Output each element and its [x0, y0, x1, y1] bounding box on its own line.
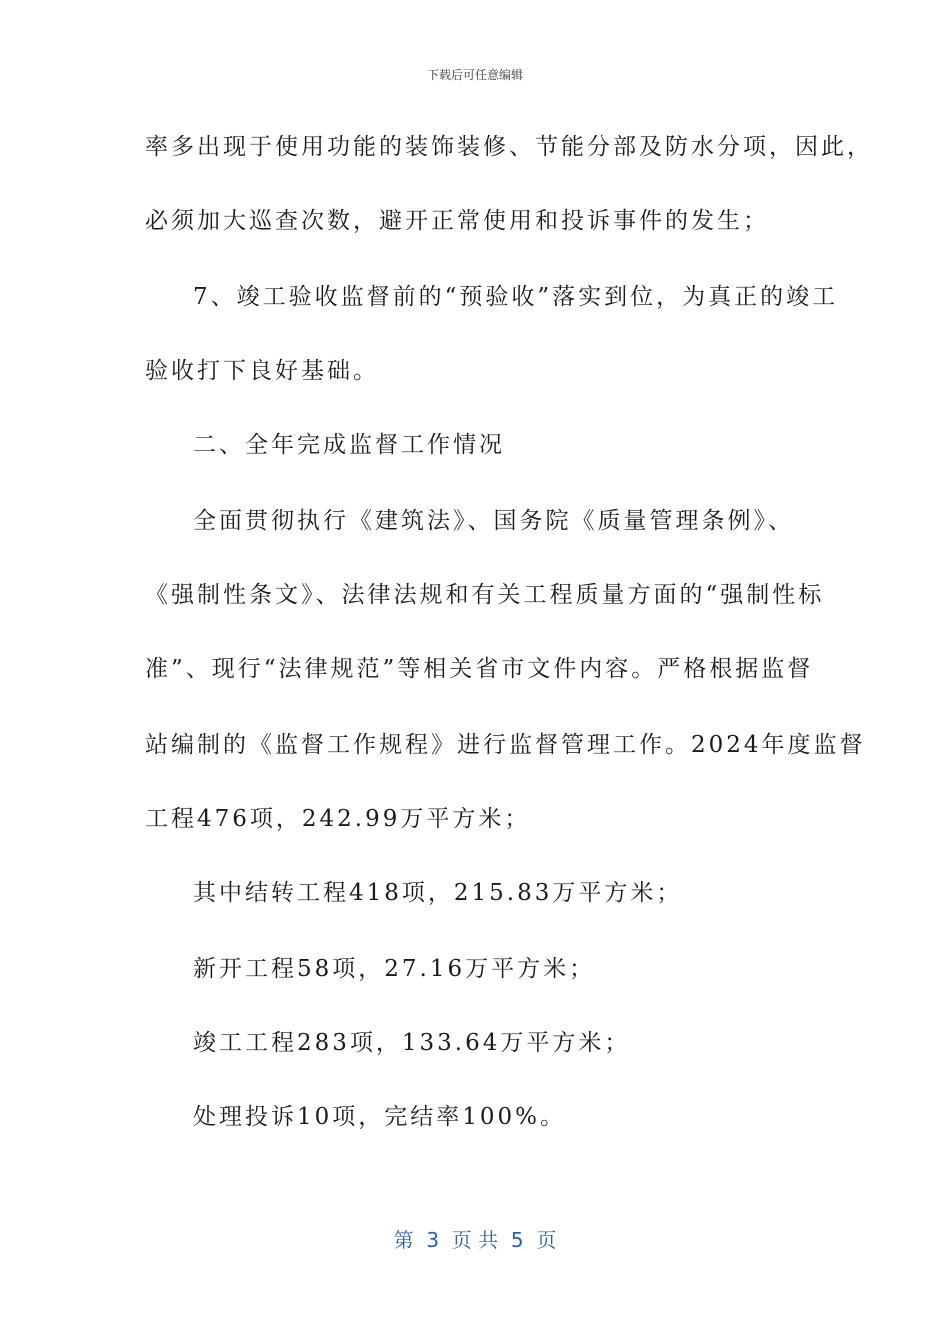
- page-number: 第 3 页 共 5 页: [393, 1228, 557, 1252]
- body-line-13: 竣工工程283项，133.64万平方米；: [193, 1030, 631, 1056]
- section-heading: 二、全年完成监督工作情况: [193, 432, 505, 458]
- body-line-9: 站编制的《监督工作规程》进行监督管理工作。2024年度监督: [145, 732, 866, 758]
- body-line-14: 处理投诉10项，完结率100%。: [193, 1104, 567, 1130]
- body-line-11: 其中结转工程418项，215.83万平方米；: [193, 880, 683, 906]
- body-line-4: 验收打下良好基础。: [145, 358, 379, 384]
- body-line-3: 7、竣工验收监督前的“预验收”落实到位，为真正的竣工: [193, 284, 839, 310]
- body-line-8: 准”、现行“法律规范”等相关省市文件内容。严格根据监督: [145, 656, 814, 682]
- body-line-7: 《强制性条文》、法律法规和有关工程质量方面的“强制性标: [145, 582, 825, 608]
- body-line-6: 全面贯彻执行《建筑法》、国务院《质量管理条例》、: [193, 508, 794, 534]
- body-line-10: 工程476项，242.99万平方米；: [145, 806, 531, 832]
- body-line-2: 必须加大巡查次数，避开正常使用和投诉事件的发生；: [145, 208, 769, 234]
- body-line-1: 率多出现于使用功能的装饰装修、节能分部及防水分项，因此，: [145, 134, 873, 160]
- body-line-12: 新开工程58项，27.16万平方米；: [193, 956, 596, 982]
- header-note: 下载后可任意编辑: [426, 68, 523, 82]
